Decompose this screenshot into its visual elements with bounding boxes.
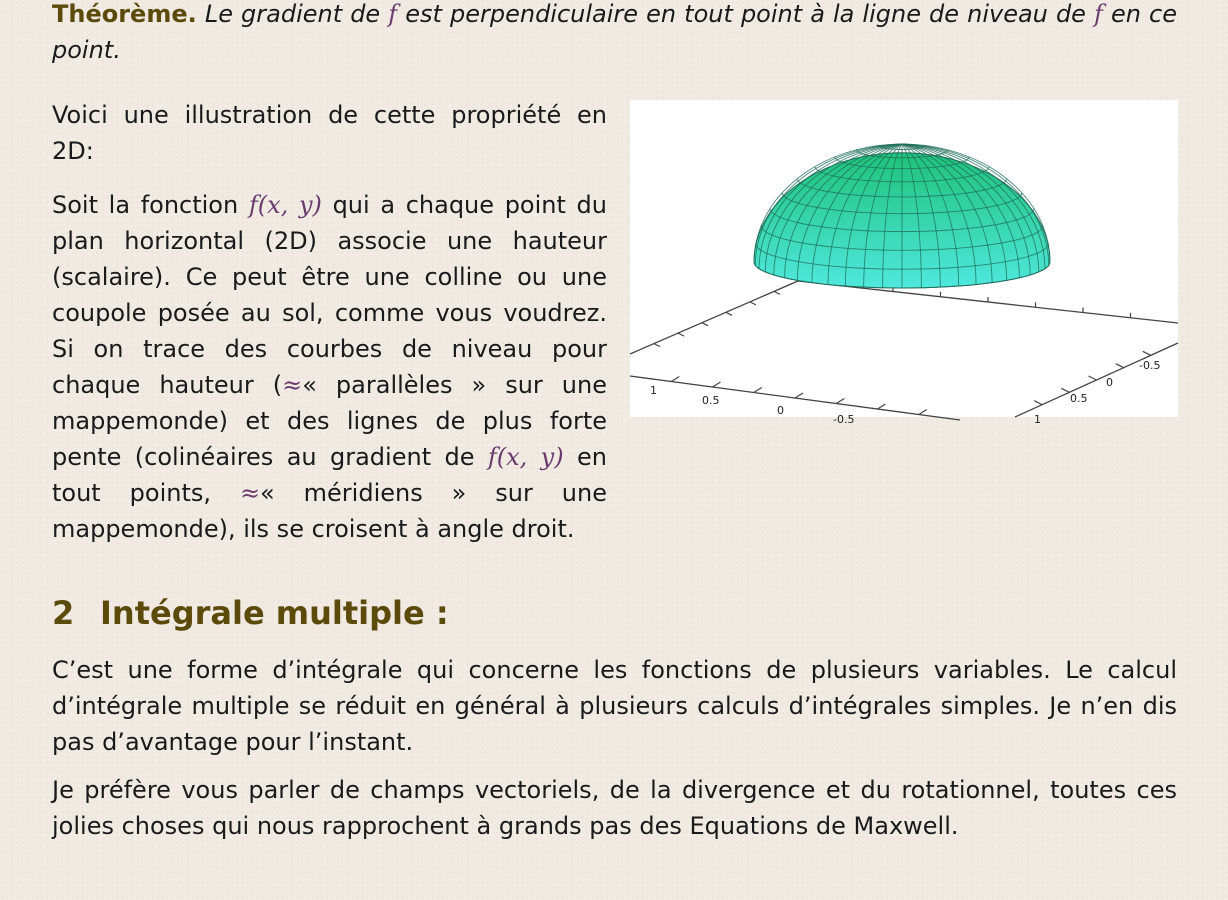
front-left-tick [754, 388, 762, 393]
section-heading [52, 593, 449, 633]
front-right-tick [1116, 364, 1124, 368]
back-left-tick [702, 323, 708, 326]
left-column [52, 97, 607, 547]
tick-label-left-neg-0-5: -0.5 [833, 413, 855, 426]
section-body [52, 652, 1177, 844]
back-left-tick [726, 312, 732, 315]
theorem [52, 0, 1177, 68]
back-left-tick [750, 302, 756, 305]
front-left-tick [878, 404, 886, 409]
back-axis-left [630, 281, 798, 354]
front-left-tick [671, 377, 679, 382]
tick-label-right-0-5: 0.5 [1070, 392, 1088, 405]
section-number: 2 [52, 594, 75, 632]
front-left-tick [795, 393, 803, 398]
section-paragraph-2: Je préfère vous parler de champs vectoriels, de la divergence et du rotationnel, toutes ces jolies choses qui nous rapprochent à grands pas des Equations de Maxwell. [52, 776, 1177, 840]
front-left-tick [919, 410, 927, 415]
section-title: Intégrale multiple : [100, 594, 449, 632]
tick-label-right-0: 0 [1106, 376, 1113, 389]
front-right-tick [1089, 376, 1097, 380]
front-right-tick [1143, 351, 1151, 355]
dome-figure [630, 100, 1178, 426]
front-left-tick [713, 382, 721, 387]
theorem-text-1: Le gradient de [204, 0, 381, 28]
tick-label-left-0: 0 [777, 404, 784, 417]
explanation-part-4: en tout points, [52, 443, 607, 507]
approx-symbol: ≈ [282, 371, 303, 399]
back-left-tick [774, 291, 780, 294]
explanation-paragraph [52, 187, 607, 547]
theorem-text [52, 0, 1177, 64]
section-paragraph-1: C’est une forme d’intégrale qui concerne les fonctions de plusieurs variables. Le calcul d’intégrale multiple se réduit en général à plusieurs calculs d’intégrales simples. Je n’en dis pas d’avantage pour l’instant. [52, 656, 1177, 756]
front-right-tick [1061, 388, 1069, 392]
explanation-part-1: Soit la fonction [52, 191, 239, 219]
front-left-tick [836, 399, 844, 404]
explanation-part-5: « méridiens » sur une mappemonde), ils se croisent à angle droit. [52, 479, 607, 543]
tick-label-right-1: 1 [1034, 413, 1041, 426]
theorem-text-2: est perpendiculaire en tout point à la ligne de niveau de [405, 0, 1086, 28]
back-left-tick [678, 333, 684, 336]
theorem-text-3: en ce point. [52, 0, 1178, 64]
approx-symbol-2: ≈ [239, 479, 261, 507]
math-fxy-2: f(x, y) [487, 443, 564, 471]
back-left-tick [654, 344, 660, 347]
tick-label-left-0-5: 0.5 [702, 394, 720, 407]
explanation-part-3: « parallèles » sur une mappemonde) et des lignes de plus forte pente (colinéaires au gradient de [52, 371, 607, 471]
tick-label-left-1: 1 [650, 384, 657, 397]
theorem-label: Théorème. [52, 0, 197, 28]
math-fxy: f(x, y) [248, 191, 322, 219]
front-right-tick [1034, 401, 1042, 405]
explanation-part-2: qui a chaque point du plan horizontal (2D) associe une hauteur (scalaire). Ce peut être une colline ou une coupole posée au sol, comme vous voudrez. Si on trace des courbes de niveau pour chaque hauteur ( [52, 191, 608, 399]
math-f: f [388, 0, 398, 28]
tick-labels [650, 359, 1160, 426]
math-f-2: f [1094, 0, 1103, 28]
tick-label-right-neg-0-5: -0.5 [1139, 359, 1161, 372]
dome-surface [754, 144, 1050, 288]
dome-plot [630, 100, 1178, 426]
intro-paragraph: Voici une illustration de cette propriété en 2D: [52, 101, 607, 165]
